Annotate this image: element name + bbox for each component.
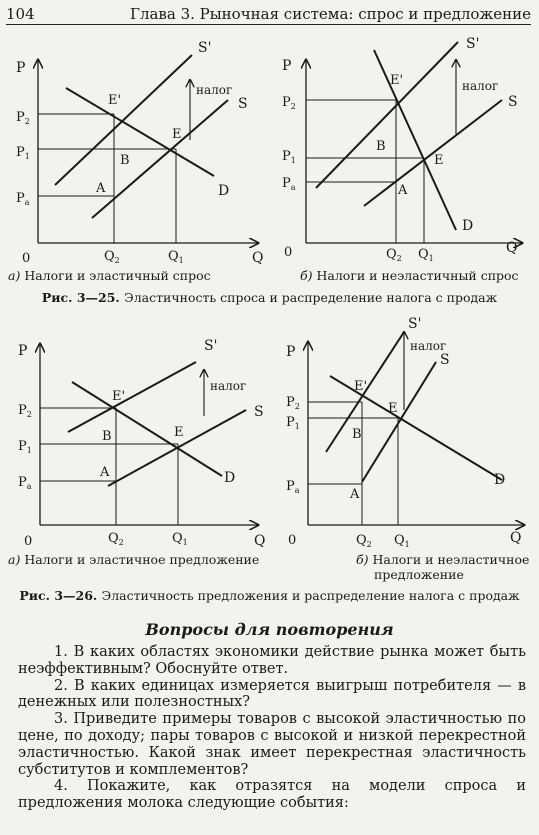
chapter-title: Глава 3. Рыночная система: спрос и предложение bbox=[130, 5, 531, 23]
svg-text:P1: $P_1$ bbox=[18, 439, 32, 455]
svg-text:0: 0 bbox=[24, 534, 33, 549]
svg-text:Pa: $P_a$ bbox=[282, 176, 296, 192]
svg-text:Pa: $P_a$ bbox=[18, 475, 32, 491]
caption-26b: б) Налоги и неэластичное предложение bbox=[356, 552, 530, 582]
svg-text:B: B bbox=[102, 429, 112, 444]
axis-label-p: P bbox=[16, 60, 26, 76]
question-4: 4. Покажите, как отразятся на модели спроса и предложения молока следующие события: bbox=[18, 778, 526, 812]
svg-text:Q1: $Q_1$ bbox=[168, 249, 184, 265]
svg-text:D: D bbox=[224, 470, 236, 486]
svg-text:E': E' bbox=[108, 93, 122, 108]
svg-text:E': E' bbox=[112, 389, 126, 404]
svg-text:P: P bbox=[18, 343, 28, 359]
caption-25b: б) Налоги и неэластичный спрос bbox=[300, 268, 519, 283]
svg-text:Pa: $P_a$ bbox=[286, 479, 300, 495]
svg-text:E': E' bbox=[390, 73, 404, 88]
origin-label: 0 bbox=[22, 251, 31, 266]
svg-text:P1: $P_1$ bbox=[286, 415, 300, 431]
svg-text:E: E bbox=[388, 401, 398, 416]
svg-text:S': S' bbox=[204, 338, 218, 354]
svg-text:Pa: $P_a$ bbox=[16, 191, 30, 207]
svg-text:P1: $P_1$ bbox=[16, 145, 30, 161]
caption-26a: а) Налоги и эластичное предложение bbox=[8, 552, 260, 567]
svg-text:P2: $P_2$ bbox=[16, 110, 30, 126]
page-number: 104 bbox=[6, 5, 35, 23]
svg-text:E': E' bbox=[354, 379, 368, 394]
axis-label-q: Q bbox=[252, 250, 264, 266]
page-header bbox=[6, 2, 531, 25]
svg-text:налог: налог bbox=[410, 339, 447, 353]
svg-text:D: D bbox=[218, 183, 230, 199]
figure-caption-26: Рис. 3—26. Эластичность предложения и распределение налога с продаж bbox=[19, 588, 520, 603]
svg-text:Q2: $Q_2$ bbox=[108, 531, 124, 547]
figure-caption-25: Рис. 3—25. Эластичность спроса и распределение налога с продаж bbox=[41, 290, 498, 305]
svg-text:Q2: $Q_2$ bbox=[104, 249, 120, 265]
svg-text:налог: налог bbox=[196, 83, 233, 97]
svg-text:S': S' bbox=[198, 40, 212, 56]
svg-text:S': S' bbox=[466, 36, 480, 52]
svg-text:Q1: $Q_1$ bbox=[172, 531, 188, 547]
svg-text:P2: $P_2$ bbox=[18, 403, 32, 419]
svg-text:S: S bbox=[508, 94, 518, 110]
svg-text:P2: $P_2$ bbox=[282, 95, 296, 111]
svg-text:0: 0 bbox=[284, 245, 293, 260]
section-heading: Вопросы для повторения bbox=[145, 620, 394, 639]
svg-text:S: S bbox=[238, 96, 248, 112]
svg-text:A: A bbox=[96, 181, 106, 196]
svg-text:Q: Q bbox=[510, 530, 522, 546]
svg-text:Q: Q bbox=[254, 533, 266, 549]
svg-text:B: B bbox=[352, 427, 362, 442]
svg-text:S: S bbox=[440, 352, 450, 368]
demand-curve-d bbox=[374, 50, 456, 230]
svg-text:Q1: $Q_1$ bbox=[394, 533, 410, 549]
svg-text:налог: налог bbox=[462, 79, 499, 93]
question-2: 2. В каких единицах измеряется выигрыш потребителя — в денежных или полезностных? bbox=[18, 677, 526, 711]
svg-text:E: E bbox=[174, 425, 184, 440]
svg-text:E: E bbox=[172, 127, 182, 142]
svg-text:P1: $P_1$ bbox=[282, 149, 296, 165]
svg-text:E: E bbox=[434, 153, 444, 168]
svg-text:P2: $P_2$ bbox=[286, 395, 300, 411]
supply-curve-s-prime bbox=[68, 362, 196, 432]
svg-text:D: D bbox=[494, 472, 506, 488]
svg-text:A: A bbox=[350, 487, 360, 502]
svg-text:Q1: $Q_1$ bbox=[418, 247, 434, 263]
graph-26b bbox=[270, 312, 539, 550]
svg-text:P: P bbox=[286, 344, 296, 360]
svg-text:B: B bbox=[376, 139, 386, 154]
svg-text:Q2: $Q_2$ bbox=[356, 533, 372, 549]
svg-text:0: 0 bbox=[288, 533, 297, 548]
svg-text:Q2: $Q_2$ bbox=[386, 247, 402, 263]
svg-text:налог: налог bbox=[210, 379, 247, 393]
question-1: 1. В каких областях экономики действие рынка может быть неэффективным? Обоснуйте ответ. bbox=[18, 644, 526, 677]
caption-25a: а) Налоги и эластичный спрос bbox=[8, 268, 211, 283]
svg-text:A: A bbox=[398, 183, 408, 198]
svg-text:S': S' bbox=[408, 316, 422, 332]
svg-text:A: A bbox=[100, 465, 110, 480]
svg-text:B: B bbox=[120, 153, 130, 168]
review-questions bbox=[18, 644, 526, 812]
demand-curve-d bbox=[72, 382, 222, 476]
supply-curve-s bbox=[92, 100, 228, 218]
graph-25b bbox=[270, 30, 539, 265]
graph-26a bbox=[0, 320, 270, 550]
svg-text:D: D bbox=[462, 218, 474, 234]
question-3: 3. Приведите примеры товаров с высокой эластичностью по цене, по доходу; пары товаров с высокой и низкой перекрестной эластичностью. Какой знак имеет перекрестная эластичность субститутов и комплементов? bbox=[18, 711, 526, 778]
graph-25a bbox=[0, 30, 270, 265]
svg-text:Q: Q bbox=[506, 240, 518, 256]
svg-text:S: S bbox=[254, 404, 264, 420]
svg-text:P: P bbox=[282, 58, 292, 74]
